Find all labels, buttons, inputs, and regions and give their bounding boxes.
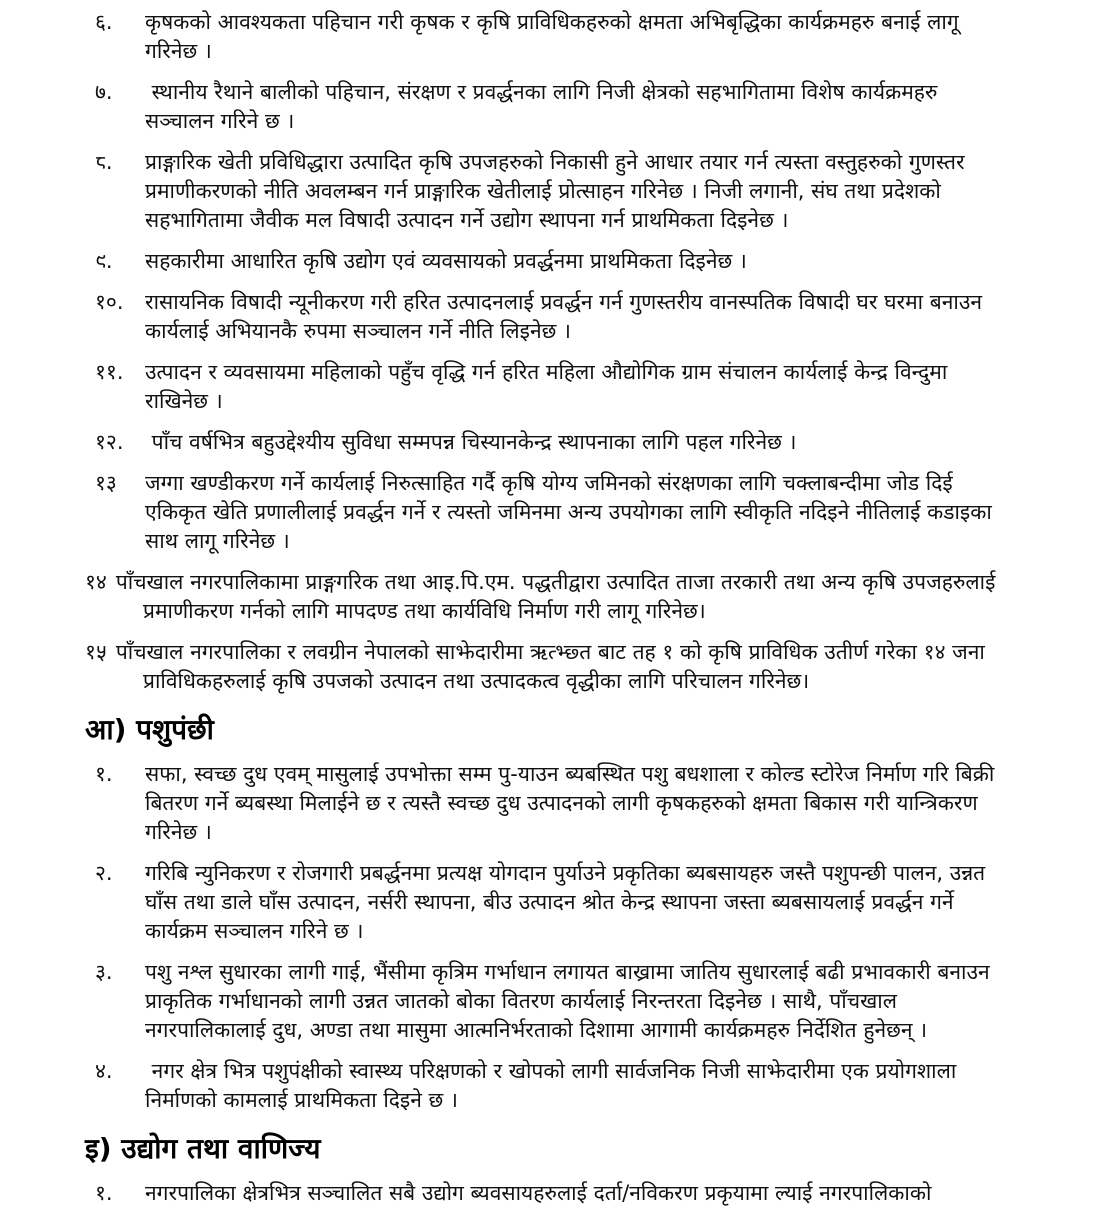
list-item [95,469,998,556]
item-text: रासायनिक विषादी न्यूनीकरण गरी हरित उत्पादनलाई प्रवर्द्धन गर्न गुणस्तरीय वानस्पतिक विषादी घर घरमा बनाउन कार्यलाई अभियानकै रुपमा सञ्चालन गर्ने नीति लिइनेछ । [145,290,983,343]
item-number: १. [95,762,113,786]
item-text: पाँचखाल नगरपालिका र लवग्रीन नेपालको साझेदारीमा ऋत्भ्छ्त बाट तह १ को कृषि प्राविधिक उतीर्ण गरेका १४ जना प्राविधिकहरुलाई कृषि उपजको उत्पादन तथा उत्पादकत्व वृद्धीका लागि परिचालन गरिनेछ। [115,640,985,693]
item-number: १०. [95,290,124,314]
item-number: ६. [95,10,113,34]
item-text: नगरपालिका क्षेत्रभित्र सञ्चालित सबै उद्योग ब्यवसायहरुलाई दर्ता/नविकरण प्रकृयामा ल्याई नगरपालिकाको [145,1181,932,1205]
list-item [95,148,998,235]
item-number: ७. [95,80,113,104]
item-text: कृषकको आवश्यकता पहिचान गरी कृषक र कृषि प्राविधिकहरुको क्षमता अभिबृद्धिका कार्यक्रमहरु बनाई लागू गरिनेछ । [145,10,959,63]
list-item [95,247,998,276]
item-text: पशु नश्ल सुधारका लागी गाई, भैंसीमा कृत्रिम गर्भाधान लगायत बाख्रामा जातिय सुधारलाई बढी प्रभावकारी बनाउन प्राकृतिक गर्भाधानको लागी उन्नत जातको बोका वितरण कार्यलाई निरन्तरता दिइनेछ । साथै, पाँचखाल नगरपालिकालाई दुध, अण्डा तथा मासुमा आत्मनिर्भरताको दिशामा आगामी कार्यक्रमहरु निर्देशित हुनेछन् । [145,960,990,1042]
list-item [85,638,998,696]
item-text: जग्गा खण्डीकरण गर्ने कार्यलाई निरुत्साहित गर्दै कृषि योग्य जमिनको संरक्षणका लागि चक्लाबन्दीमा जोड दिई एकिकृत खेति प्रणालीलाई प्रवर्द्धन गर्ने र त्यस्तो जमिनमा अन्य उपयोगका लागि स्वीकृति नदिइने नीतिलाई कडाइका साथ लागू गरिनेछ । [145,471,992,553]
item-number: १३ [95,471,117,495]
section-heading-livestock: आ) पशुपंछी [85,713,214,746]
list-item [95,78,998,136]
item-text: प्राङ्गारिक खेती प्रविधिद्धारा उत्पादित कृषि उपजहरुको निकासी हुने आधार तयार गर्न त्यस्ता वस्तुहरुको गुणस्तर प्रमाणीकरणको नीति अवलम्बन गर्न प्राङ्गारिक खेतीलाई प्रोत्साहन गरिनेछ । निजी लगानी, संघ तथा प्रदेशको सहभागितामा जैवीक मल विषादी उत्पादन गर्ने उद्योग स्थापना गर्न प्राथमिकता दिइनेछ । [145,150,965,232]
list-item [95,958,998,1045]
item-text: सफा, स्वच्छ दुध एवम् मासुलाई उपभोक्ता सम्म पु-याउन ब्यबस्थित पशु बधशाला र कोल्ड स्टोरेज निर्माण गरि बिक्री बितरण गर्ने ब्यबस्था मिलाईने छ र त्यस्तै स्वच्छ दुध उत्पादनको लागी कृषकहरुको क्षमता बिकास गरी यान्त्रिकरण गरिनेछ । [145,762,995,844]
list-item [95,760,998,847]
item-number: १५ [85,640,107,664]
item-text: सहकारीमा आधारित कृषि उद्योग एवं व्यवसायको प्रवर्द्धनमा प्राथमिकता दिइनेछ । [145,249,747,273]
item-number: ११. [95,360,124,384]
list-item [95,1057,998,1115]
item-text: गरिबि न्युनिकरण र रोजगारी प्रबर्द्धनमा प्रत्यक्ष योगदान पुर्याउने प्रकृतिका ब्यबसायहरु जस्तै पशुपन्छी पालन, उन्नत घाँस तथा डाले घाँस उत्पादन, नर्सरी स्थापना, बीउ उत्पादन श्रोत केन्द्र स्थापना जस्ता ब्यबसायलाई प्रवर्द्धन गर्ने कार्यक्रम सञ्चालन गरिने छ । [145,861,986,943]
item-text: पाँच वर्षभित्र बहुउद्देश्यीय सुविधा सम्मपन्न चिस्यानकेन्द्र स्थापनाका लागि पहल गरिनेछ । [145,430,797,454]
list-item [95,859,998,946]
list-item [85,568,998,626]
list-item [95,288,998,346]
list-item [95,358,998,416]
item-number: ९. [95,249,113,273]
item-number: ८. [95,150,113,174]
item-number: १४ [85,570,107,594]
item-number: २. [95,861,113,885]
item-text: नगर क्षेत्र भित्र पशुपंक्षीको स्वास्थ्य परिक्षणको र खोपको लागी सार्वजनिक निजी साझेदारीमा एक प्रयोगशाला निर्माणको कामलाई प्राथमिकता दिइने छ । [145,1059,957,1112]
list-item [95,428,998,457]
item-number: ३. [95,960,113,984]
item-text: पाँचखाल नगरपालिकामा प्राङ्गगरिक तथा आइ.पि.एम. पद्धतीद्वारा उत्पादित ताजा तरकारी तथा अन्य कृषि उपजहरुलाई प्रमाणीकरण गर्नको लागि मापदण्ड तथा कार्यविधि निर्माण गरी लागू गरिनेछ। [115,570,996,623]
list-item [95,8,998,66]
list-item [95,1179,998,1208]
section-heading-industry: इ) उद्योग तथा वाणिज्य [85,1132,321,1165]
item-number: १२. [95,430,124,454]
item-text: स्थानीय रैथाने बालीको पहिचान, संरक्षण र प्रवर्द्धनका लागि निजी क्षेत्रको सहभागितामा विशेष कार्यक्रमहरु सञ्चालन गरिने छ । [145,80,938,133]
item-text: उत्पादन र व्यवसायमा महिलाको पहुँच वृद्धि गर्न हरित महिला औद्योगिक ग्राम संचालन कार्यलाई केन्द्र विन्दुमा राखिनेछ । [145,360,948,413]
item-number: १. [95,1181,113,1205]
item-number: ४. [95,1059,113,1083]
